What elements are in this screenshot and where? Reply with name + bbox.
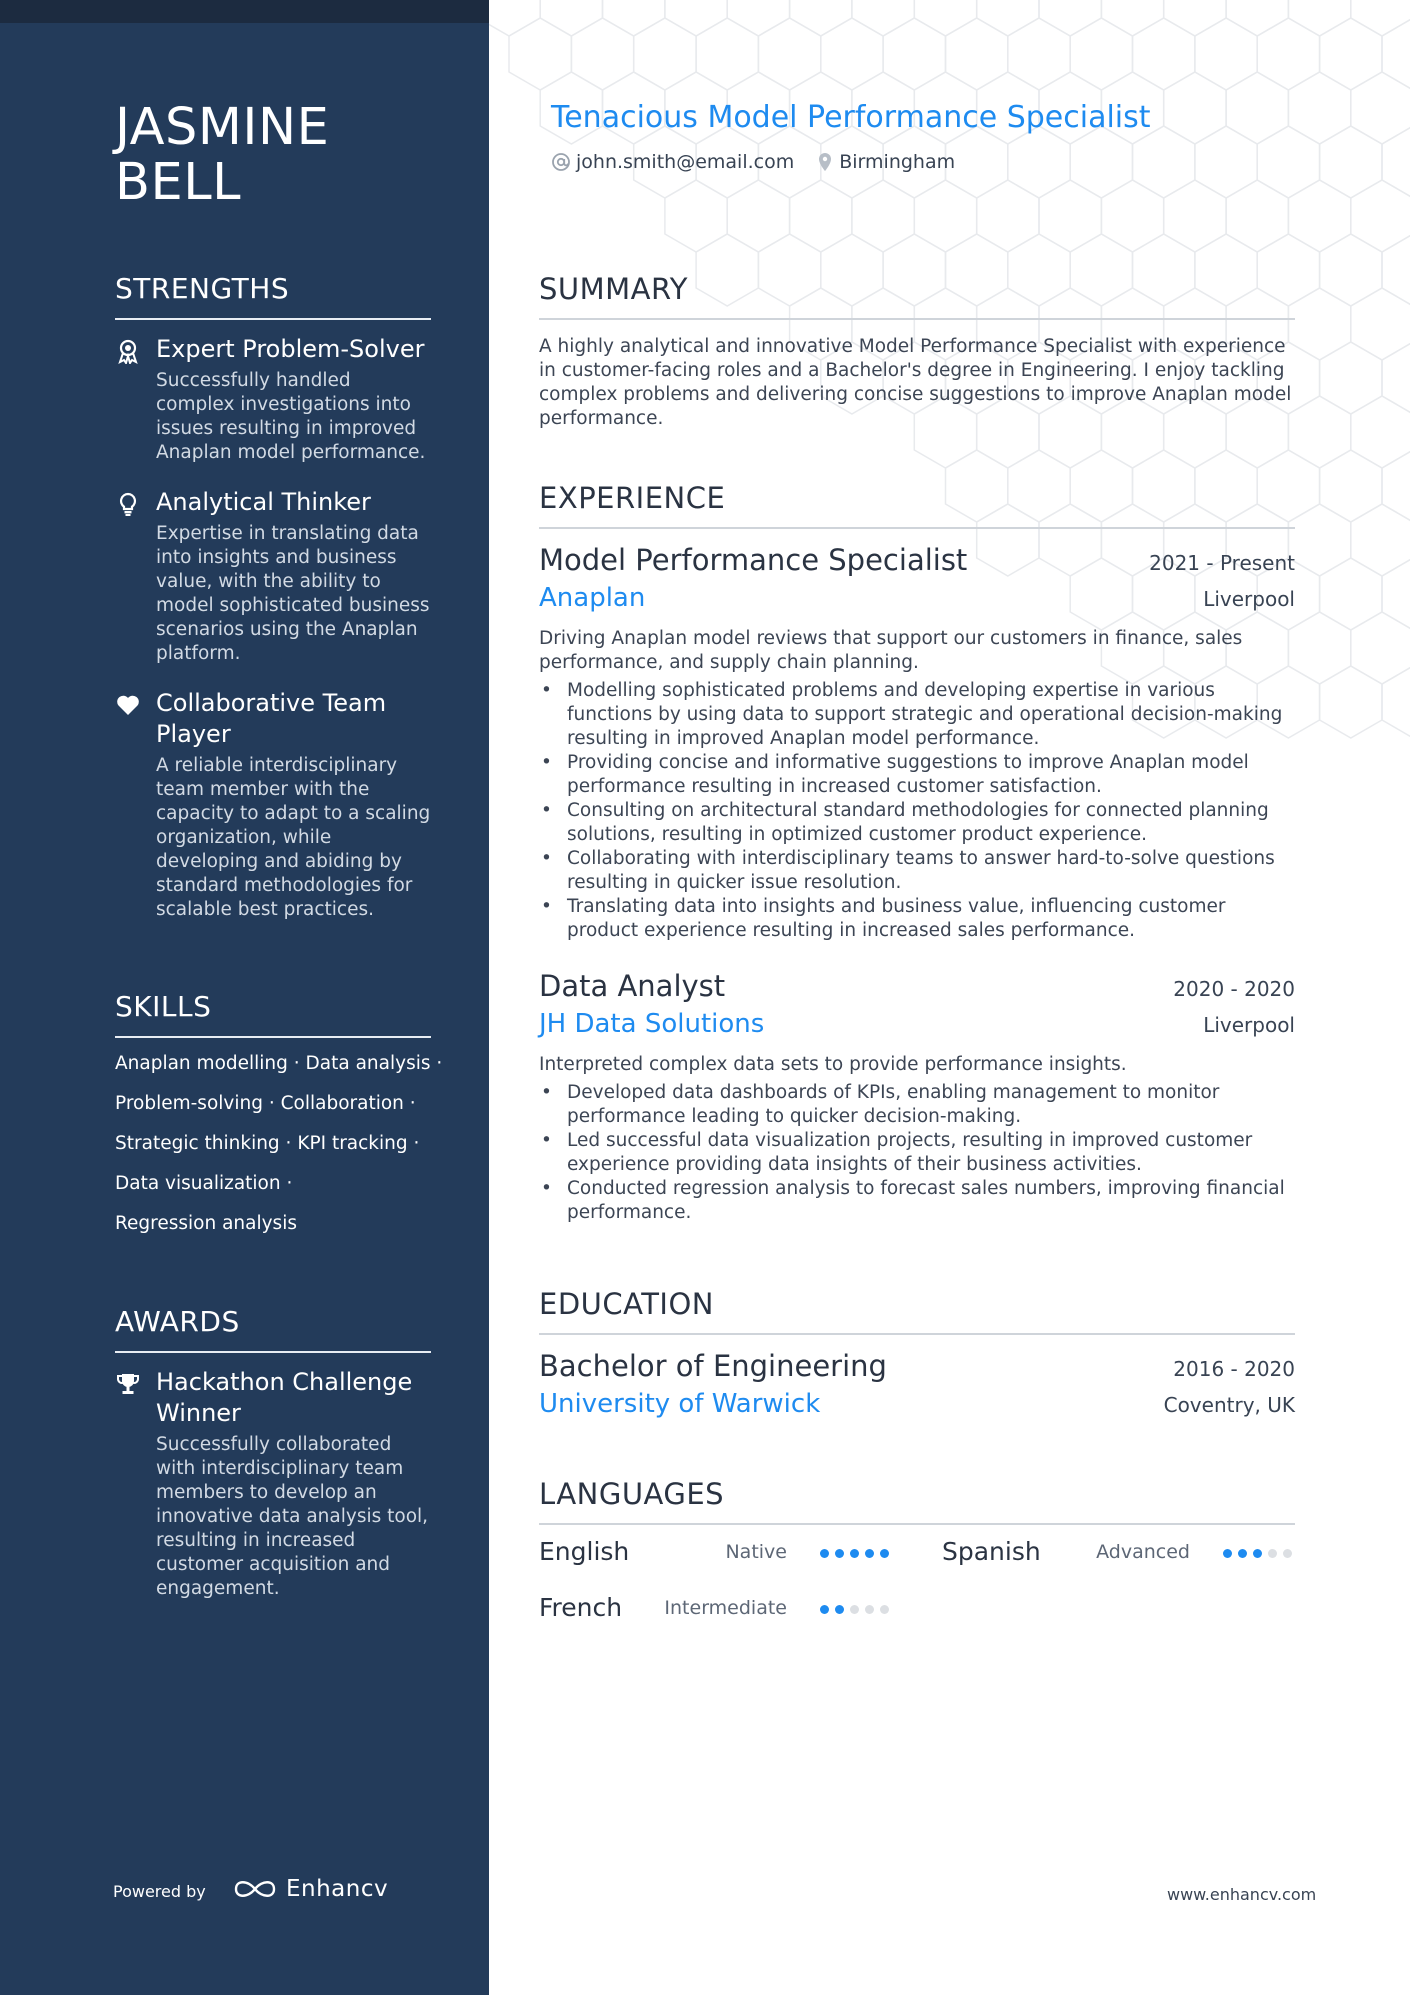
candidate-name <box>115 100 329 210</box>
award-ribbon-icon <box>115 338 141 364</box>
job-company: Anaplan <box>539 583 646 613</box>
enhancv-logo-icon <box>232 1876 278 1902</box>
hexagon-shape <box>1039 0 1101 36</box>
job-bullets <box>539 679 1295 943</box>
job-description: Interpreted complex data sets to provide performance insights. <box>539 1054 1127 1075</box>
language-rating <box>814 1605 889 1614</box>
job-bullet: • Led successful data visualization projects, resulting in improved customer experience providing data insights of their business activities. <box>539 1129 1295 1177</box>
job-entry <box>539 969 1295 1225</box>
education-dates: 2016 - 2020 <box>1173 1357 1295 1381</box>
hexagon-shape <box>946 18 1008 90</box>
rating-dot <box>850 1549 859 1558</box>
experience-section <box>539 481 1295 1225</box>
map-pin-icon <box>816 151 834 173</box>
strength-title: Expert Problem-Solver <box>156 335 425 363</box>
hexagon-shape <box>758 18 820 90</box>
hexagon-shape <box>1288 504 1350 576</box>
hexagon-shape <box>489 0 540 36</box>
strength-desc: Expertise in translating data into insights and business value, with the ability to model sophisticated business scenarios using the Anaplan platform. <box>156 523 430 664</box>
languages-grid <box>539 1537 1295 1657</box>
job-bullet: • Translating data into insights and business value, influencing customer product experience resulting in increased sales performance. <box>539 895 1295 943</box>
hexagon-shape <box>1226 72 1288 144</box>
headline: Tenacious Model Performance Specialist <box>551 100 1151 135</box>
job-location: Liverpool <box>1203 1013 1295 1037</box>
rating-dot <box>1268 1549 1277 1558</box>
job-dates: 2020 - 2020 <box>1173 977 1295 1001</box>
strengths-title: STRENGTHS <box>115 272 431 320</box>
skills-list <box>115 1052 443 1236</box>
experience-title: EXPERIENCE <box>539 481 1295 529</box>
hexagon-shape <box>696 18 758 90</box>
hexagon-shape <box>1226 0 1288 36</box>
skills-line: Regression analysis <box>115 1213 297 1234</box>
sidebar-top-bar <box>0 0 489 23</box>
language-name: English <box>539 1537 630 1566</box>
job-entry <box>539 543 1295 943</box>
rating-dot <box>835 1549 844 1558</box>
sidebar <box>0 0 489 1995</box>
hexagon-shape <box>1382 18 1410 90</box>
language-rating <box>1217 1549 1292 1558</box>
awards-title: AWARDS <box>115 1305 431 1353</box>
language-item <box>942 1537 1292 1573</box>
language-level: Native <box>725 1541 787 1563</box>
hexagon-shape <box>1382 234 1410 306</box>
hexagon-shape <box>852 180 914 252</box>
rating-dot <box>1223 1549 1232 1558</box>
hexagon-shape <box>1320 18 1382 90</box>
education-title: EDUCATION <box>539 1287 1295 1335</box>
hexagon-shape <box>1320 126 1382 198</box>
rating-dot <box>1238 1549 1247 1558</box>
summary-title: SUMMARY <box>539 272 1295 320</box>
rating-dot <box>880 1549 889 1558</box>
education-section <box>539 1287 1295 1419</box>
summary-section <box>539 272 1295 431</box>
hexagon-shape <box>914 180 976 252</box>
first-name: JASMINE <box>115 98 330 157</box>
hexagon-shape <box>1257 18 1319 90</box>
hexagon-shape <box>1382 666 1410 738</box>
heart-icon <box>115 692 141 718</box>
job-role: Data Analyst <box>539 969 726 1003</box>
job-company: JH Data Solutions <box>539 1009 765 1039</box>
languages-title: LANGUAGES <box>539 1477 1295 1525</box>
brand-name: Enhancv <box>286 1876 389 1902</box>
hexagon-shape <box>1070 18 1132 90</box>
rating-dot <box>835 1605 844 1614</box>
hexagon-shape <box>509 18 571 90</box>
strength-title: Analytical Thinker <box>156 488 371 516</box>
hexagon-shape <box>1288 72 1350 144</box>
job-bullet: • Consulting on architectural standard methodologies for connected planning solutions, resulting in optimized customer product experience. <box>539 799 1295 847</box>
hexagon-shape <box>1195 18 1257 90</box>
language-name: Spanish <box>942 1537 1041 1566</box>
job-dates: 2021 - Present <box>1149 551 1295 575</box>
hexagon-shape <box>1288 180 1350 252</box>
hexagon-shape <box>1320 450 1382 522</box>
last-name: BELL <box>115 153 242 212</box>
job-header <box>539 543 1295 577</box>
awards-section <box>115 1305 431 1623</box>
rating-dot <box>1253 1549 1262 1558</box>
hexagon-shape <box>1351 0 1410 36</box>
hexagon-shape <box>914 0 976 36</box>
strength-title: Collaborative Team Player <box>156 689 387 748</box>
enhancv-logo[interactable] <box>232 1874 388 1904</box>
hexagon-shape <box>1008 18 1070 90</box>
summary-text: A highly analytical and innovative Model Performance Specialist with experience in customer-facing roles and a Bachelor's degree in Engineering. I enjoy tackling complex problems and delivering concise suggestions to improve Anaplan model performance. <box>539 336 1292 429</box>
skills-title: SKILLS <box>115 990 431 1038</box>
hexagon-shape <box>1101 0 1163 36</box>
hexagon-shape <box>1320 558 1382 630</box>
hexagon-shape <box>571 18 633 90</box>
hexagon-shape <box>1288 0 1350 36</box>
job-bullet: • Modelling sophisticated problems and developing expertise in various functions by using data to support strategic and operational decision-making resulting in improved Anaplan model performance. <box>539 679 1295 751</box>
website-link[interactable]: www.enhancv.com <box>1167 1885 1317 1904</box>
hexagon-shape <box>1288 396 1350 468</box>
email-text: john.smith@email.com <box>576 151 795 173</box>
hexagon-shape <box>1288 612 1350 684</box>
award-title: Hackathon Challenge Winner <box>156 1368 413 1427</box>
location-text: Birmingham <box>839 151 956 173</box>
strength-item <box>115 334 431 465</box>
language-name: French <box>539 1593 623 1622</box>
job-role: Model Performance Specialist <box>539 543 968 577</box>
job-location: Liverpool <box>1203 587 1295 611</box>
rating-dot <box>820 1605 829 1614</box>
hexagon-shape <box>790 0 852 36</box>
hexagon-shape <box>665 0 727 36</box>
award-desc: Successfully collaborated with interdisciplinary team members to develop an innovative data analysis tool, resulting in increased customer acquisition and engagement. <box>156 1434 429 1599</box>
hexagon-shape <box>540 0 602 36</box>
strength-desc: A reliable interdisciplinary team member with the capacity to adapt to a scaling organization, while developing and abiding by standard methodologies for scalable best practices. <box>156 755 431 920</box>
hexagon-shape <box>1288 288 1350 360</box>
hexagon-shape <box>1164 0 1226 36</box>
hexagon-shape <box>665 180 727 252</box>
location-contact <box>816 151 955 173</box>
hexagon-shape <box>1257 126 1319 198</box>
skills-section <box>115 990 443 1252</box>
job-company-row <box>539 583 1295 613</box>
job-bullet: • Collaborating with interdisciplinary teams to answer hard-to-solve questions resulting in quicker issue resolution. <box>539 847 1295 895</box>
job-bullets <box>539 1081 1295 1225</box>
language-level: Intermediate <box>664 1597 787 1619</box>
hexagon-shape <box>1382 342 1410 414</box>
languages-section <box>539 1477 1295 1657</box>
rating-dot <box>865 1605 874 1614</box>
hexagon-shape <box>1164 180 1226 252</box>
job-header <box>539 969 1295 1003</box>
skills-line: Problem-solving · Collaboration · <box>115 1093 416 1114</box>
language-rating <box>814 1549 889 1558</box>
hexagon-shape <box>883 18 945 90</box>
lightbulb-icon <box>115 491 141 517</box>
hexagon-shape <box>1382 126 1410 198</box>
hexagon-shape <box>977 180 1039 252</box>
rating-dot <box>865 1549 874 1558</box>
hexagon-shape <box>1320 234 1382 306</box>
hexagon-shape <box>1382 558 1410 630</box>
job-description: Driving Anaplan model reviews that support our customers in finance, sales performance, and supply chain planning. <box>539 628 1243 673</box>
hexagon-shape <box>977 0 1039 36</box>
job-bullet: • Developed data dashboards of KPIs, enabling management to monitor performance leading to quicker decision-making. <box>539 1081 1295 1129</box>
hexagon-shape <box>1320 342 1382 414</box>
education-school-row <box>539 1389 1295 1419</box>
powered-by-label: Powered by <box>113 1882 206 1901</box>
skills-line: Strategic thinking · KPI tracking · <box>115 1133 420 1154</box>
hexagon-shape <box>1320 666 1382 738</box>
hexagon-shape <box>727 180 789 252</box>
language-level: Advanced <box>1096 1541 1190 1563</box>
skills-line: Anaplan modelling · Data analysis · <box>115 1053 443 1074</box>
rating-dot <box>850 1605 859 1614</box>
job-bullet: • Providing concise and informative suggestions to improve Anaplan model performance resulting in increased customer satisfaction. <box>539 751 1295 799</box>
strength-item <box>115 688 431 922</box>
language-item <box>539 1537 889 1573</box>
hexagon-shape <box>790 180 852 252</box>
strength-desc: Successfully handled complex investigations into issues resulting in improved Anaplan model performance. <box>156 370 426 463</box>
hexagon-shape <box>1133 18 1195 90</box>
rating-dot <box>880 1605 889 1614</box>
job-company-row <box>539 1009 1295 1039</box>
strength-item <box>115 487 431 666</box>
award-item <box>115 1367 431 1601</box>
hexagon-shape <box>1382 450 1410 522</box>
hexagon-shape <box>603 0 665 36</box>
hexagon-shape <box>1039 180 1101 252</box>
hexagon-shape <box>821 18 883 90</box>
degree: Bachelor of Engineering <box>539 1349 887 1383</box>
rating-dot <box>820 1549 829 1558</box>
rating-dot <box>1283 1549 1292 1558</box>
hexagon-shape <box>1101 180 1163 252</box>
hexagon-shape <box>634 18 696 90</box>
hexagon-shape <box>852 0 914 36</box>
strengths-section <box>115 272 431 944</box>
school-name: University of Warwick <box>539 1389 821 1419</box>
email-contact[interactable] <box>551 151 794 173</box>
language-item <box>539 1593 889 1629</box>
education-header <box>539 1349 1295 1383</box>
hexagon-shape <box>1195 126 1257 198</box>
education-location: Coventry, UK <box>1163 1393 1295 1417</box>
trophy-icon <box>115 1371 141 1397</box>
hexagon-shape <box>727 0 789 36</box>
hexagon-shape <box>1226 180 1288 252</box>
hexagon-shape <box>1164 72 1226 144</box>
at-sign-icon <box>551 152 571 172</box>
contact-row <box>551 151 1151 173</box>
skills-line: Data visualization · <box>115 1173 293 1194</box>
main-header <box>551 100 1151 173</box>
job-bullet: • Conducted regression analysis to forecast sales numbers, improving financial performance. <box>539 1177 1295 1225</box>
